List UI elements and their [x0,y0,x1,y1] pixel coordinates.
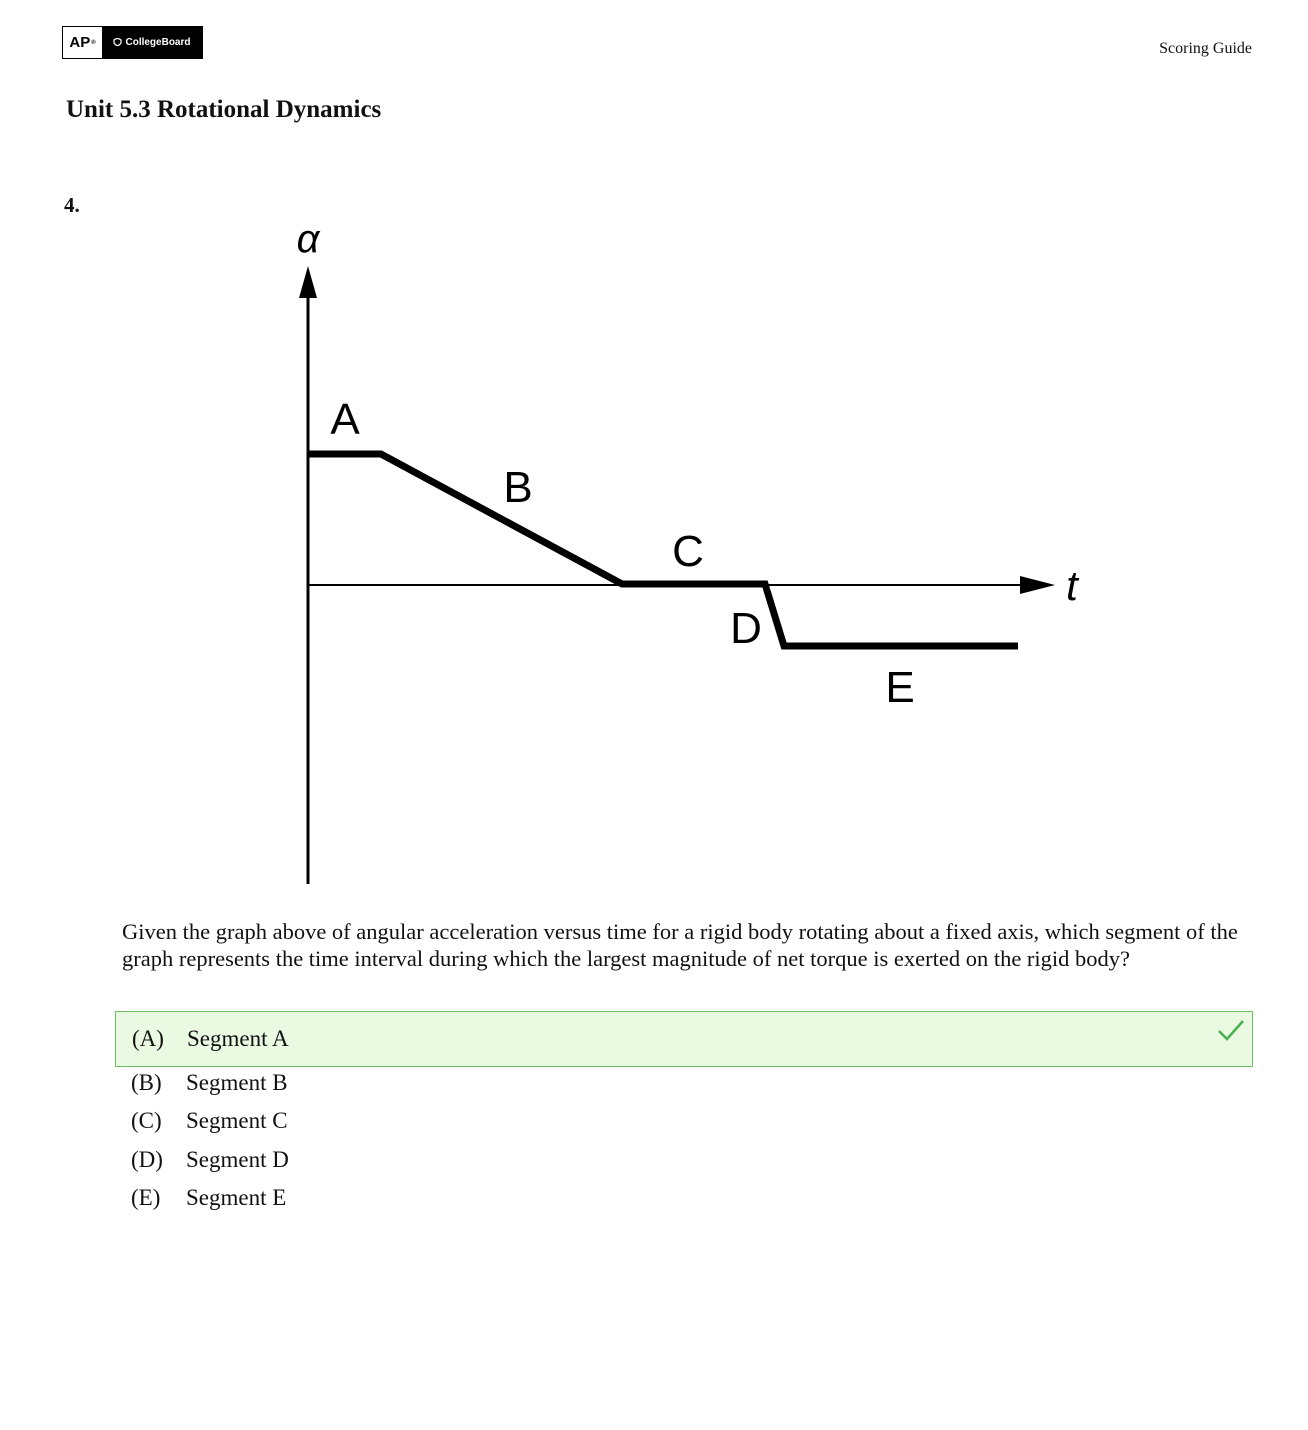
page-title: Unit 5.3 Rotational Dynamics [66,96,382,123]
choice-letter: (B) [131,1070,162,1095]
segment-label-b: B [503,463,533,512]
y-axis-label: α [296,217,320,261]
choice-text: Segment B [186,1070,288,1095]
y-axis-arrow [299,266,317,298]
answer-choice-e[interactable] [115,1181,1253,1215]
answer-choice-d[interactable] [115,1143,1253,1177]
choice-letter: (D) [131,1147,163,1172]
choice-text: Segment C [186,1108,288,1133]
choice-text: Segment D [186,1147,289,1172]
question-number: 4. [64,193,80,217]
question-text: Given the graph above of angular acceleration versus time for a rigid body rotating about a fixed axis, which segment of the graph represents the time interval during which the largest magnitude of net torque is exerted on the rigid body? [122,919,1238,971]
checkmark-icon [1216,1018,1246,1042]
segment-label-e: E [885,663,915,712]
segment-label-d: D [730,604,762,653]
segment-label-c: C [672,527,704,576]
answer-choice-c[interactable] [115,1104,1253,1138]
x-axis-arrow [1020,576,1055,594]
answer-choice-a[interactable] [115,1011,1253,1067]
segment-label-a: A [330,395,360,444]
scoring-guide-label: Scoring Guide [1159,40,1252,57]
choice-text: Segment A [187,1026,289,1051]
choice-text: Segment E [186,1185,287,1210]
ap-logo: AP ® [63,27,102,58]
choice-letter: (C) [131,1108,162,1133]
alpha-curve [308,454,1018,646]
choice-letter: (A) [132,1026,164,1051]
choice-letter: (E) [131,1185,161,1210]
collegeboard-logo: CollegeBoard [102,27,202,58]
answer-choice-b[interactable] [115,1066,1253,1100]
x-axis-label: t [1066,562,1078,609]
